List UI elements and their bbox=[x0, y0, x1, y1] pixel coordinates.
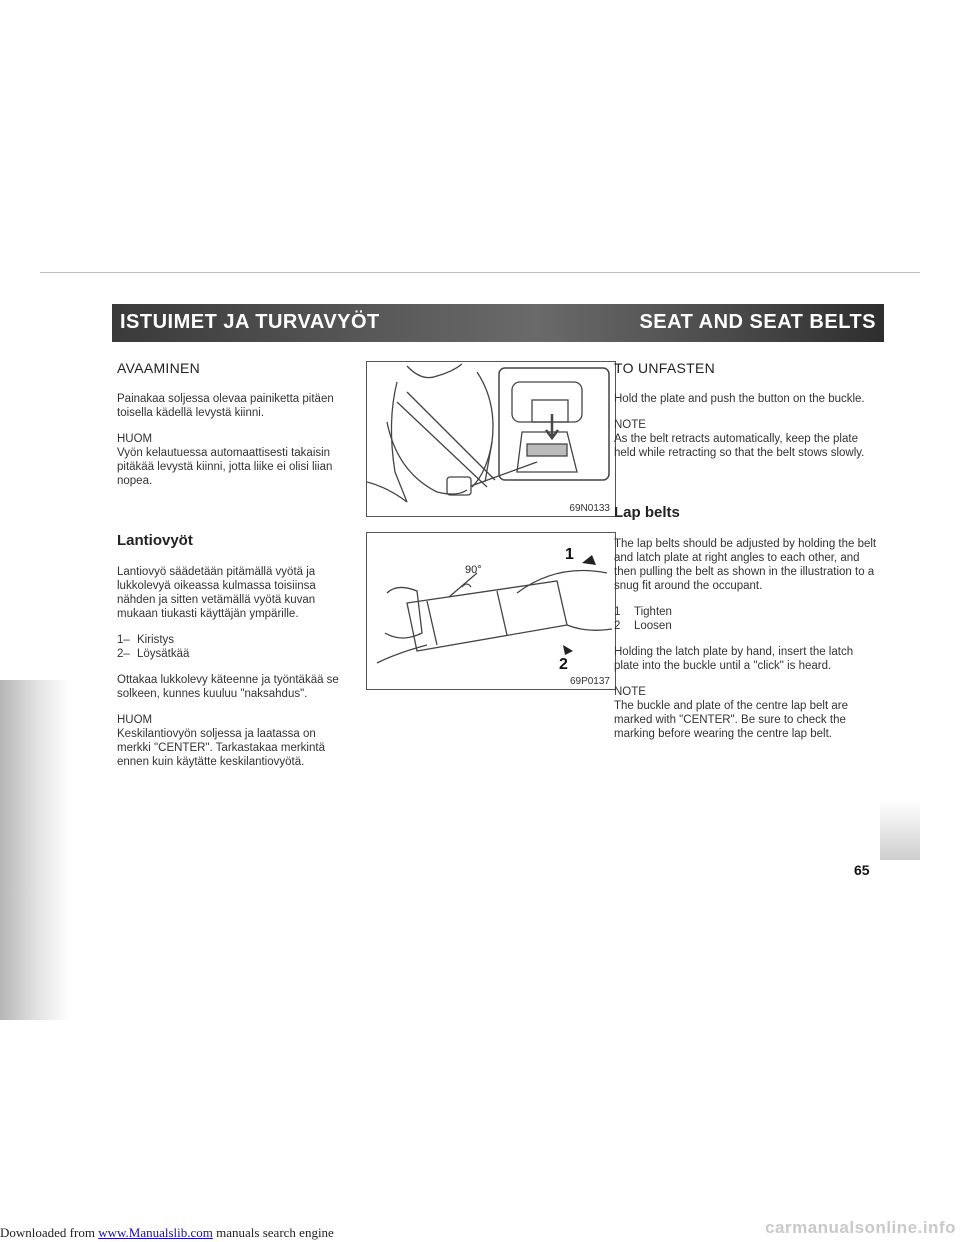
figure-code: 69P0137 bbox=[569, 676, 610, 687]
fi-unfasten-text: Painakaa soljessa olevaa painiketta pitäen toisella kädellä levystä kiinni. bbox=[117, 393, 334, 419]
en-insert-text: Holding the latch plate by hand, insert the latch plate into the buckle until a "click" is heard. bbox=[614, 646, 854, 672]
en-note-label: NOTE bbox=[614, 419, 646, 431]
footer-prefix: Downloaded from bbox=[0, 1225, 99, 1240]
lap-belt-illustration-drawing bbox=[367, 533, 615, 689]
fi-unfasten-heading: AVAAMINEN bbox=[117, 360, 201, 376]
en-unfasten-text: Hold the plate and push the button on the buckle. bbox=[614, 393, 865, 405]
header-title-finnish: ISTUIMET JA TURVAVYÖT bbox=[120, 311, 380, 333]
figure-code: 69N0133 bbox=[569, 503, 610, 514]
en-note2-label: NOTE bbox=[614, 686, 646, 698]
footer-suffix: manuals search engine bbox=[212, 1225, 334, 1240]
header-title-english: SEAT AND SEAT BELTS bbox=[639, 311, 876, 333]
list-item: 1– Kiristys bbox=[117, 634, 175, 646]
english-column bbox=[614, 361, 880, 753]
figure-angle-label: 90° bbox=[465, 564, 482, 576]
page-edge-shadow bbox=[0, 680, 70, 1020]
fi-list bbox=[117, 633, 339, 661]
unfasten-illustration-drawing bbox=[367, 362, 615, 516]
en-note-text: As the belt retracts automatically, keep the plate held while retracting so that the belt stows slowly. bbox=[614, 433, 865, 459]
fi-note-label: HUOM bbox=[117, 433, 153, 445]
fi-lap-belts-heading: Lantiovyöt bbox=[117, 532, 193, 549]
finnish-column bbox=[117, 361, 339, 781]
en-unfasten-heading: TO UNFASTEN bbox=[614, 360, 716, 376]
en-list bbox=[614, 605, 880, 633]
figure-unfasten-illustration bbox=[366, 361, 616, 517]
figure-label-2: 2 bbox=[559, 656, 568, 673]
top-rule bbox=[40, 272, 920, 273]
fi-insert-text: Ottakaa lukkolevy käteenne ja työntäkää se solkeen, kunnes kuuluu "naksahdus". bbox=[117, 674, 339, 700]
page-number: 65 bbox=[854, 862, 870, 878]
fi-note2-label: HUOM bbox=[117, 714, 153, 726]
site-watermark: carmanualsonline.info bbox=[765, 1218, 956, 1237]
manualslib-link[interactable]: www.Manualslib.com bbox=[98, 1225, 213, 1240]
section-header-band bbox=[112, 304, 884, 342]
download-footer bbox=[0, 1225, 334, 1241]
list-item: 2– Löysätkää bbox=[117, 648, 190, 660]
list-item: 2 Loosen bbox=[614, 620, 672, 632]
en-note2-text: The buckle and plate of the centre lap belt are marked with "CENTER". Be sure to check the marking before wearing the centre lap belt. bbox=[614, 700, 848, 740]
figure-lap-belt-illustration bbox=[366, 532, 616, 690]
en-lap-belts-text: The lap belts should be adjusted by holding the belt and latch plate at right angles to each other, and then pulling the belt as shown in the illustration to a snug fit around the occupant. bbox=[614, 538, 877, 592]
en-lap-belts-heading: Lap belts bbox=[614, 504, 680, 521]
fi-note2-text: Keskilantiovyön soljessa ja laatassa on merkki "CENTER". Tarkastakaa merkintä ennen kuin käytätte keskilantiovyötä. bbox=[117, 728, 325, 768]
page-edge-shadow-right bbox=[880, 800, 920, 860]
fi-note-text: Vyön kelautuessa automaattisesti takaisin pitäkää levystä kiinni, jotta liike ei olisi liian nopea. bbox=[117, 447, 333, 487]
figure-label-1: 1 bbox=[565, 546, 574, 563]
list-item: 1 Tighten bbox=[614, 606, 672, 618]
fi-lap-belts-text: Lantiovyö säädetään pitämällä vyötä ja lukkolevyä oikeassa kulmassa toisiinsa nähden ja sitten vetämällä vyötä kuvan mukaan tiukasti käyttäjän ympärille. bbox=[117, 566, 316, 620]
